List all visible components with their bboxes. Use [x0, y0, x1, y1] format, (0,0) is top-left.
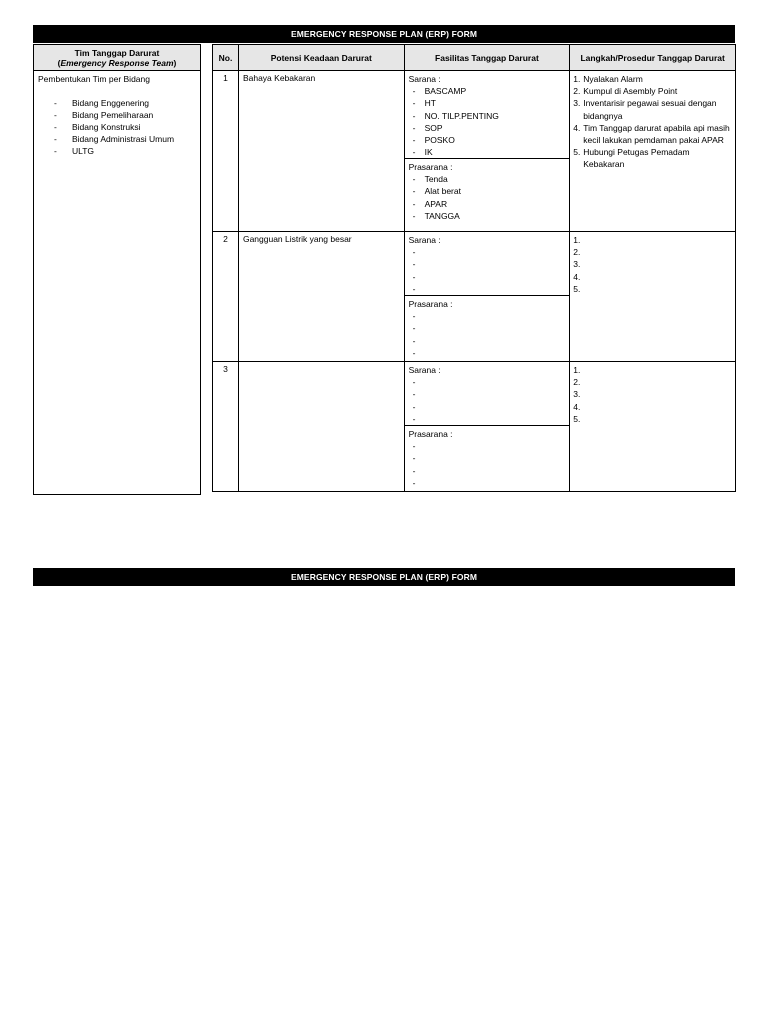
- row-number: 1: [213, 71, 239, 232]
- sarana-item: [409, 401, 566, 413]
- step-item: 1.: [573, 235, 581, 245]
- prasarana-item: [409, 440, 566, 452]
- step-item: 2.: [573, 247, 581, 258]
- team-header-title: Tim Tanggap Darurat: [74, 47, 160, 58]
- prasarana-item: - APAR: [409, 198, 566, 210]
- step-item: 4.: [573, 271, 581, 282]
- sarana-item: - SOP: [409, 122, 566, 134]
- sarana-item: - BASCAMP: [409, 85, 566, 97]
- header-fasilitas: Fasilitas Tanggap Darurat: [404, 45, 570, 71]
- row-number: 2: [213, 232, 239, 362]
- prasarana-block: [405, 426, 570, 491]
- step-item: 1. Nyalakan Alarm: [573, 74, 643, 84]
- sarana-item: - HT: [409, 97, 566, 109]
- sarana-block: [405, 362, 570, 426]
- team-member: - Bidang Pemeliharaan: [38, 109, 196, 121]
- team-header: Tim Tanggap Darurat (Emergency Response Team): [34, 45, 201, 71]
- prasarana-block: [405, 159, 570, 224]
- prasarana-label: Prasarana :: [408, 299, 453, 309]
- row-fasilitas: [404, 362, 570, 492]
- sarana-item: - IK: [409, 146, 566, 158]
- prasarana-item: - Tenda: [409, 173, 566, 185]
- team-member: - Bidang Enggenering: [38, 97, 196, 109]
- sarana-block: [405, 71, 570, 159]
- team-member: - Bidang Administrasi Umum: [38, 133, 196, 145]
- step-item: 1.: [573, 365, 581, 376]
- team-member-list: [38, 97, 196, 157]
- sarana-item: [409, 413, 566, 425]
- prasarana-item: [409, 452, 566, 464]
- row-potensi: Bahaya Kebakaran: [238, 71, 404, 232]
- row-fasilitas: [404, 232, 570, 362]
- team-body: [34, 71, 201, 495]
- team-member: - Bidang Konstruksi: [38, 121, 196, 133]
- row-potensi: Gangguan Listrik yang besar: [238, 232, 404, 362]
- sarana-item: [409, 388, 566, 400]
- sarana-label: Sarana :: [408, 365, 441, 376]
- row-langkah: [570, 362, 736, 492]
- form-title-bar: EMERGENCY RESPONSE PLAN (ERP) FORM: [33, 25, 735, 43]
- prasarana-label: Prasarana :: [408, 162, 453, 172]
- prasarana-item: - Alat berat: [409, 185, 566, 197]
- prasarana-item: [409, 335, 566, 347]
- sarana-label: Sarana :: [408, 74, 441, 84]
- step-item: 5. Hubungi Petugas Pemadam Kebakaran: [573, 147, 690, 170]
- sarana-item: [409, 376, 566, 388]
- prasarana-item: [409, 310, 566, 322]
- team-header-subtitle: Emergency Response Team: [60, 57, 174, 68]
- step-item: 3.: [573, 389, 581, 400]
- prasarana-block: [405, 296, 570, 361]
- prasarana-item: [409, 465, 566, 477]
- table-row: [213, 362, 736, 492]
- row-fasilitas: [404, 71, 570, 232]
- sarana-item: [409, 283, 566, 295]
- team-table: [33, 44, 201, 495]
- table-row: [213, 71, 736, 232]
- prasarana-item: - TANGGA: [409, 210, 566, 222]
- table-row: [213, 232, 736, 362]
- header-no: No.: [213, 45, 239, 71]
- step-item: 2.: [573, 377, 581, 388]
- sarana-item: - NO. TILP.PENTING: [409, 110, 566, 122]
- step-item: 2. Kumpul di Asembly Point: [573, 86, 678, 97]
- row-langkah: [570, 232, 736, 362]
- step-item: 5.: [573, 413, 581, 424]
- team-member: - ULTG: [38, 145, 196, 157]
- header-potensi: Potensi Keadaan Darurat: [238, 45, 404, 71]
- step-item: 4. Tim Tanggap darurat apabila api masih kecil lakukan pemdaman pakai APAR: [573, 122, 730, 146]
- step-item: 5.: [573, 283, 581, 294]
- prasarana-item: [409, 322, 566, 334]
- sarana-item: [409, 258, 566, 270]
- prasarana-label: Prasarana :: [408, 429, 453, 440]
- sarana-item: - POSKO: [409, 134, 566, 146]
- team-intro: Pembentukan Tim per Bidang: [38, 74, 150, 84]
- header-langkah: Langkah/Prosedur Tanggap Darurat: [570, 45, 736, 71]
- row-langkah: [570, 71, 736, 232]
- row-number: 3: [213, 362, 239, 492]
- step-item: 3.: [573, 259, 581, 270]
- sarana-item: [409, 246, 566, 258]
- row-potensi: [238, 362, 404, 492]
- prasarana-item: [409, 477, 566, 489]
- step-item: 4.: [573, 401, 581, 412]
- sarana-label: Sarana :: [408, 235, 441, 245]
- erp-table: [212, 44, 736, 492]
- step-item: 3. Inventarisir pegawai sesuai dengan bidangnya: [573, 98, 717, 121]
- sarana-item: [409, 271, 566, 283]
- form-title-bar-2: EMERGENCY RESPONSE PLAN (ERP) FORM: [33, 568, 735, 586]
- sarana-block: [405, 232, 570, 296]
- prasarana-item: [409, 347, 566, 359]
